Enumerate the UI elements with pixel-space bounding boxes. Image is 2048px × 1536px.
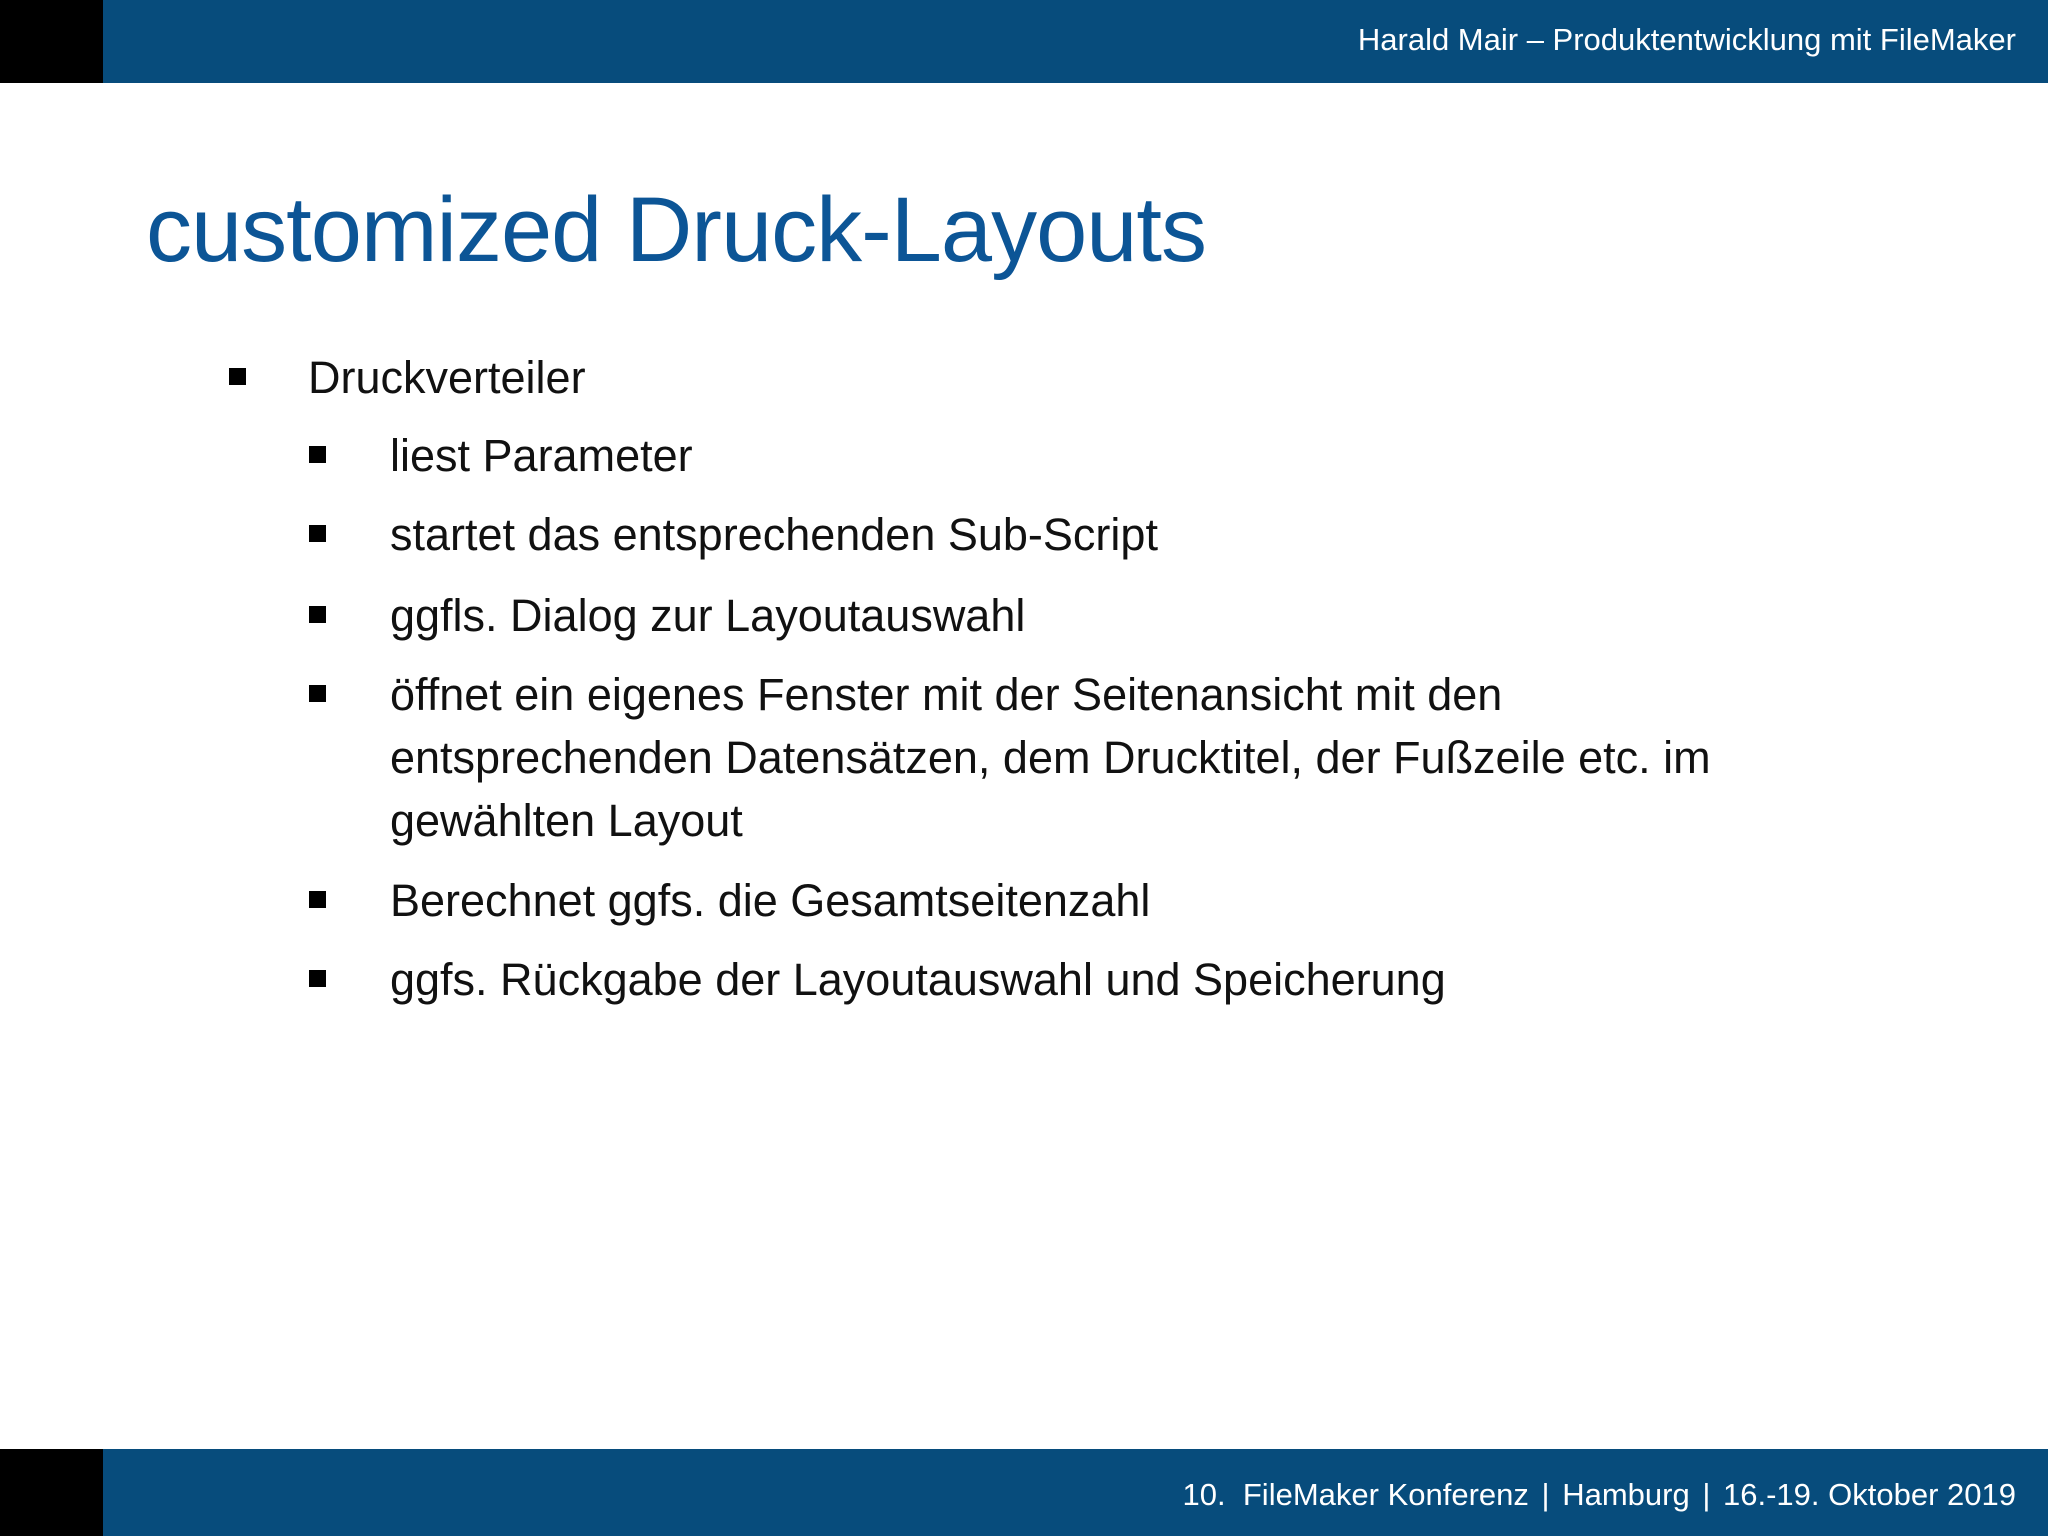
header-author-topic: Harald Mair – Produktentwicklung mit FileMaker	[1357, 22, 2016, 57]
footer-edition: 10.	[1182, 1477, 1226, 1512]
square-bullet-icon	[229, 368, 246, 385]
footer-bar	[0, 1449, 2048, 1536]
footer-dates: 16.-19. Oktober 2019	[1723, 1477, 2016, 1512]
square-bullet-icon	[309, 606, 326, 623]
sub-bullet-item	[309, 424, 1829, 487]
sub-bullet-text: ggfls. Dialog zur Layoutauswahl	[390, 590, 1026, 641]
sub-bullet-item	[309, 948, 1829, 1011]
sub-bullet-text: ggfs. Rückgabe der Layoutauswahl und Speicherung	[390, 954, 1446, 1005]
square-bullet-icon	[309, 525, 326, 542]
square-bullet-icon	[309, 446, 326, 463]
sub-bullet-text: öffnet ein eigenes Fenster mit der Seitenansicht mit den entsprechenden Datensätzen, dem Drucktitel, der Fußzeile etc. im gewählten Layout	[390, 669, 1711, 846]
sub-bullet-item	[309, 663, 1829, 852]
square-bullet-icon	[309, 970, 326, 987]
square-bullet-icon	[309, 685, 326, 702]
sub-bullet-item	[309, 869, 1829, 932]
footer-event-info	[1183, 1475, 2016, 1515]
footer-separator: |	[1702, 1477, 1711, 1512]
sub-bullet-text: liest Parameter	[390, 430, 693, 481]
footer-conference: FileMaker Konferenz	[1242, 1477, 1529, 1512]
sub-bullet-item	[309, 503, 1829, 566]
footer-corner-block	[0, 1449, 103, 1536]
sub-bullet-item	[309, 584, 1829, 647]
sub-bullet-text: Berechnet ggfs. die Gesamtseitenzahl	[390, 875, 1151, 926]
footer-separator: |	[1541, 1477, 1550, 1512]
bullet-text: Druckverteiler	[308, 352, 586, 403]
footer-city: Hamburg	[1562, 1477, 1690, 1512]
header-corner-block	[0, 0, 103, 83]
square-bullet-icon	[309, 891, 326, 908]
sub-bullet-text: startet das entsprechenden Sub-Script	[390, 509, 1158, 560]
slide-title: customized Druck-Layouts	[146, 179, 1206, 281]
header-bar	[0, 0, 2048, 83]
